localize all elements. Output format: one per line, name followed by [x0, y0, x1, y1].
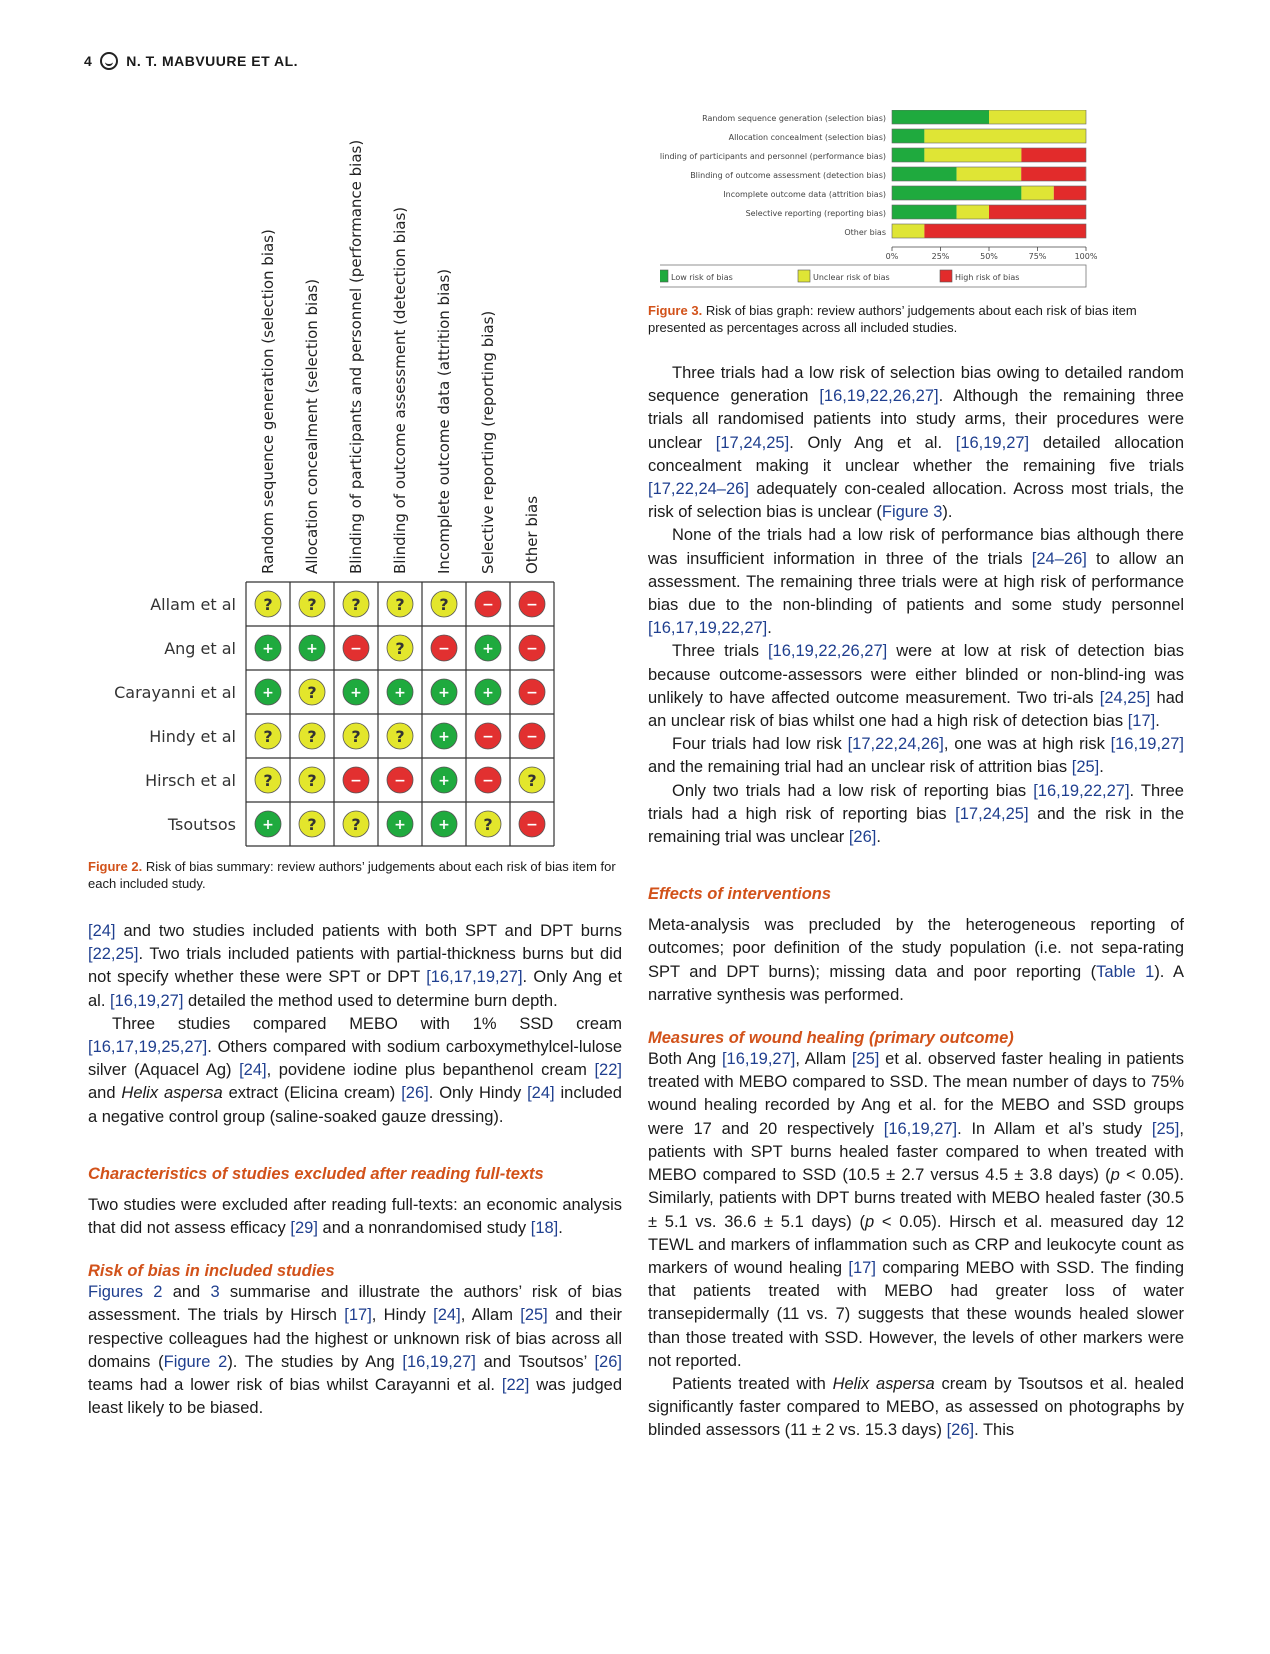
legend-swatch [940, 270, 952, 282]
bar-segment [892, 186, 1021, 200]
figure-2-risk-summary [88, 110, 628, 910]
bar-segment [1054, 186, 1086, 200]
section-heading: Characteristics of studies excluded after reading full-texts [88, 1164, 544, 1183]
figure-3-label: Figure 3. [648, 303, 703, 318]
paragraph: Three studies compared MEBO with 1% SSD cream [16,17,19,25,27]. Others compared with sodium carboxymethylcel-lulose silver (Aquacel Ag) [24], povidene iodine plus bepanthenol cream [22] and Helix aspersa extract (Elicina cream) [26]. Only Hindy [24] included a negative control group (saline-soaked gauze dressing). [88, 1014, 622, 1126]
italic-text: p [1110, 1166, 1120, 1185]
reference-link[interactable]: [16,19,27] [721, 1050, 796, 1069]
rating-symbol: + [306, 641, 318, 657]
rating-symbol: ? [439, 595, 449, 614]
figure-3-caption [648, 302, 1184, 336]
study-label: Tsoutsos [167, 815, 236, 834]
risk-bar-chart [660, 110, 1160, 310]
category-label: Random sequence generation (selection bias) [702, 114, 886, 123]
bar-segment [892, 148, 924, 162]
paragraph: Meta-analysis was precluded by the heterogeneous reporting of outcomes; poor definition of the study population (i.e. not sepa-rating SPT and DPT burns); missing data and poor reporting (Table 1). A narrative synthesis was performed. [648, 916, 1184, 1004]
paragraph: [24] and two studies included patients with both SPT and DPT burns [22,25]. Two trials included patients with partial-thickness burns but did not specify whether these were SPT or DPT [16,17,19,27]. Only Ang et al. [16,19,27] detailed the method used to determine burn depth. [88, 922, 622, 1010]
rating-symbol: ? [307, 771, 317, 790]
x-tick-label: 75% [1028, 252, 1047, 261]
reference-link[interactable]: [17,24,25] [955, 804, 1029, 823]
rating-symbol: + [394, 685, 406, 701]
rating-symbol: − [350, 641, 362, 657]
rating-symbol: − [526, 729, 538, 745]
rating-symbol: ? [351, 727, 361, 746]
bar-segment [892, 224, 924, 238]
domain-header: Random sequence generation (selection bias) [259, 229, 277, 574]
section-heading: Risk of bias in included studies [88, 1262, 335, 1281]
category-label: Selective reporting (reporting bias) [745, 209, 886, 218]
reference-link[interactable]: [26] [594, 1352, 622, 1371]
section-heading: Measures of wound healing (primary outcome) [648, 1029, 1014, 1048]
rating-symbol: ? [307, 815, 317, 834]
rating-symbol: ? [263, 771, 273, 790]
category-label: Blinding of outcome assessment (detection bias) [690, 171, 886, 180]
category-label: Incomplete outcome data (attrition bias) [723, 190, 886, 199]
reference-link[interactable]: [26] [946, 1421, 975, 1440]
study-label: Hirsch et al [145, 771, 236, 790]
x-tick-label: 25% [931, 252, 950, 261]
rating-symbol: + [482, 685, 494, 701]
figure-3-caption-text: Risk of bias graph: review authors’ judgements about each risk of bias item presented as percentages across all included studies. [648, 303, 1137, 335]
rating-symbol: + [438, 773, 450, 789]
study-label: Carayanni et al [114, 683, 236, 702]
risk-summary-grid [88, 110, 628, 910]
paragraph: Three trials had a low risk of selection bias owing to detailed random sequence generation [16,19,22,26,27]. Although the remaining three trials all randomised patients into study arms, their procedures were unclear [17,24,25]. Only Ang et al. [16,19,27] detailed allocation concealment making it unclear whether the remaining five trials [17,22,24–26] adequately con-cealed allocation. Across most trials, the risk of selection bias is unclear (Figure 3). [648, 364, 1185, 522]
rating-symbol: ? [307, 595, 317, 614]
bar-segment [892, 129, 924, 143]
reference-link[interactable]: [16,19,27] [110, 991, 184, 1010]
reference-link[interactable]: 3 [210, 1283, 220, 1302]
rating-symbol: − [482, 729, 494, 745]
reference-link[interactable]: Figure 2 [163, 1352, 228, 1371]
rating-symbol: − [526, 817, 538, 833]
reference-link[interactable]: [16,19,22,26,27] [767, 642, 888, 661]
rating-symbol: ? [351, 595, 361, 614]
figure-2-label: Figure 2. [88, 859, 143, 874]
page-header [84, 52, 298, 70]
italic-text: Helix aspersa [121, 1084, 223, 1103]
bar-segment [1021, 186, 1053, 200]
reference-link[interactable]: [22,25] [88, 945, 139, 964]
rating-symbol: + [438, 817, 450, 833]
domain-header: Other bias [523, 495, 541, 574]
paragraph: Patients treated with Helix aspersa cream by Tsoutsos et al. healed significantly faster compared to MEBO, as assessed on photographs by blinded assessors (11 ± 2 vs. 15.3 days) [26]. This [648, 1374, 1184, 1440]
figure-2-caption [88, 858, 622, 892]
paragraph: Both Ang [16,19,27], Allam [25] et al. observed faster healing in patients treated with MEBO compared to SSD. The mean number of days to 75% wound healing recorded by Ang et al. for the MEBO and SSD groups were 17 and 20 respectively [16,19,27]. In Allam et al’s study [25], patients with SPT burns healed faster compared to when treated with MEBO compared to SSD (10.5 ± 2.7 versus 4.5 ± 3.8 days) (p < 0.05). Similarly, patients with DPT burns treated with MEBO healed faster (30.5 ± 5.1 vs. 36.6 ± 5.1 days) (p < 0.05). Hirsch et al. measured day 12 TEWL and markers of inflammation such as CRP and leukocyte count as markers of wound healing [17] comparing MEBO with SSD. The finding that patients treated with MEBO had greater loss of water transepidermally (11 vs. 7) suggests that these wounds healed slower than those treated with SSD. However, the levels of other markers were not reported. [648, 1050, 1184, 1370]
legend-label: Unclear risk of bias [813, 273, 890, 282]
reference-link[interactable]: [16,19,22,26,27] [819, 387, 939, 406]
rating-symbol: ? [483, 815, 493, 834]
reference-link[interactable]: [16,19,22,27] [1033, 781, 1130, 800]
study-label: Hindy et al [149, 727, 236, 746]
bar-segment [957, 205, 989, 219]
italic-text: Helix aspersa [832, 1374, 935, 1393]
rating-symbol: ? [307, 683, 317, 702]
page-number: 4 [84, 53, 93, 69]
rating-symbol: ? [527, 771, 537, 790]
reference-link[interactable]: [17] [1127, 712, 1156, 731]
rating-symbol: + [438, 685, 450, 701]
rating-symbol: + [262, 641, 274, 657]
rating-symbol: + [262, 685, 274, 701]
bar-segment [892, 167, 957, 181]
legend-label: High risk of bias [955, 273, 1020, 282]
rating-symbol: ? [395, 639, 405, 658]
rating-symbol: ? [395, 727, 405, 746]
paragraph: Figures 2 and 3 summarise and illustrate the authors’ risk of bias assessment. The trials by Hirsch [17], Hindy [24], Allam [25] and their respective colleagues had the highest or unknown risk of bias across all domains (Figure 2). The studies by Ang [16,19,27] and Tsoutsos’ [26] teams had a lower risk of bias whilst Carayanni et al. [22] was judged least likely to be biased. [88, 1283, 623, 1418]
category-label: Allocation concealment (selection bias) [728, 133, 886, 142]
paragraph: Four trials had low risk [17,22,24,26], one was at high risk [16,19,27] and the remaining trial had an unclear risk of attrition bias [25]. [648, 735, 1184, 777]
section-heading: Effects of interventions [648, 885, 832, 904]
figure-3-risk-graph [660, 110, 1160, 310]
reference-link[interactable]: [24] [239, 1061, 267, 1080]
reference-link[interactable]: [25] [851, 1050, 880, 1069]
reference-link[interactable]: [26] [401, 1084, 429, 1103]
reference-link[interactable]: [16,17,19,27] [426, 968, 523, 987]
bar-segment [924, 129, 1086, 143]
figure-2-caption-text: Risk of bias summary: review authors’ judgements about each risk of bias item for each included study. [88, 859, 616, 891]
reference-link[interactable]: [18] [530, 1219, 559, 1238]
reference-link[interactable]: [16,19,27] [1110, 735, 1184, 754]
rating-symbol: − [526, 641, 538, 657]
reference-link[interactable]: [22] [594, 1061, 622, 1080]
bar-segment [989, 110, 1086, 124]
italic-text: p [865, 1212, 875, 1231]
rating-symbol: + [438, 729, 450, 745]
reference-link[interactable]: [25] [1151, 1119, 1180, 1138]
rating-symbol: ? [263, 595, 273, 614]
reference-link[interactable]: [24] [527, 1084, 555, 1103]
bar-segment [924, 148, 1021, 162]
journal-logo-icon [100, 52, 118, 70]
reference-link[interactable]: [16,19,27] [402, 1352, 476, 1371]
domain-header: Blinding of participants and personnel (performance bias) [347, 139, 365, 574]
legend-swatch [660, 270, 668, 282]
rating-symbol: − [482, 597, 494, 613]
reference-link[interactable]: [22] [501, 1376, 530, 1395]
rating-symbol: − [438, 641, 450, 657]
rating-symbol: ? [263, 727, 273, 746]
legend-swatch [798, 270, 810, 282]
reference-link[interactable]: [16,17,19,25,27] [88, 1038, 208, 1057]
running-authors: N. T. MABVUURE ET AL. [126, 53, 299, 69]
reference-link[interactable]: [16,19,27] [883, 1119, 958, 1138]
rating-symbol: − [482, 773, 494, 789]
reference-link[interactable]: [17] [848, 1258, 876, 1277]
domain-header: Selective reporting (reporting bias) [479, 310, 497, 574]
reference-link[interactable]: [25] [1071, 758, 1100, 777]
reference-link[interactable]: [26] [848, 828, 877, 847]
bar-segment [989, 205, 1086, 219]
rating-symbol: − [394, 773, 406, 789]
rating-symbol: ? [307, 727, 317, 746]
legend-label: Low risk of bias [671, 273, 733, 282]
rating-symbol: + [482, 641, 494, 657]
rating-symbol: − [350, 773, 362, 789]
reference-link[interactable]: [29] [290, 1219, 318, 1238]
reference-link[interactable]: [16,17,19,22,27] [648, 619, 768, 638]
domain-header: Allocation concealment (selection bias) [303, 278, 321, 574]
category-label: Other bias [844, 228, 886, 237]
category-label: Blinding of participants and personnel (performance bias) [660, 152, 886, 161]
bar-segment [892, 205, 957, 219]
reference-link[interactable]: [17,22,24–26] [648, 480, 749, 499]
rating-symbol: ? [351, 815, 361, 834]
domain-header: Blinding of outcome assessment (detection bias) [391, 206, 409, 574]
study-label: Allam et al [150, 595, 236, 614]
right-column [648, 362, 1184, 1443]
rating-symbol: + [262, 817, 274, 833]
reference-link[interactable]: [25] [520, 1306, 548, 1325]
bar-segment [1021, 167, 1086, 181]
study-label: Ang et al [164, 639, 236, 658]
rating-symbol: − [526, 597, 538, 613]
bar-segment [924, 224, 1086, 238]
reference-link[interactable]: [24] [433, 1306, 461, 1325]
paragraph: Only two trials had a low risk of reporting bias [16,19,22,27]. Three trials had a high risk of reporting bias [17,24,25] and the risk in the remaining trial was unclear [26]. [648, 781, 1184, 847]
bar-segment [957, 167, 1022, 181]
bar-segment [1021, 148, 1086, 162]
left-column [88, 920, 622, 1420]
reference-link[interactable]: Figures 2 [88, 1283, 163, 1302]
reference-link[interactable]: [24] [88, 922, 116, 940]
reference-link[interactable]: Table 1 [1096, 962, 1155, 981]
x-tick-label: 50% [980, 252, 998, 261]
reference-link[interactable]: [24–26] [1031, 549, 1087, 568]
paragraph: Two studies were excluded after reading full-texts: an economic analysis that did not assess efficacy [29] and a nonrandomised study [18]. [88, 1195, 622, 1238]
paragraph: None of the trials had a low risk of performance bias although there was insufficient information in three of the trials [24–26] to allow an assessment. The remaining three trials were at high risk of performance bias due to the non-blinding of patients and some study personnel [16,17,19,22,27]. [648, 526, 1184, 638]
paragraph: Three trials [16,19,22,26,27] were at low at risk of detection bias because outcome-assessors were either blinded or non-blind-ing was unlikely to have affected outcome measurement. Two tri-als [24,25] had an unclear risk of bias whilst one had a high risk of detection bias [17]. [648, 642, 1185, 731]
rating-symbol: + [394, 817, 406, 833]
reference-link[interactable]: Figure 3 [881, 503, 943, 522]
reference-link[interactable]: [16,19,27] [955, 433, 1030, 452]
x-tick-label: 100% [1074, 252, 1098, 261]
reference-link[interactable]: [24,25] [1099, 688, 1151, 707]
bar-segment [892, 110, 989, 124]
rating-symbol: + [350, 685, 362, 701]
reference-link[interactable]: [17,22,24,26] [847, 735, 944, 754]
rating-symbol: − [526, 685, 538, 701]
domain-header: Incomplete outcome data (attrition bias) [435, 268, 453, 574]
rating-symbol: ? [395, 595, 405, 614]
x-tick-label: 0% [885, 252, 899, 261]
reference-link[interactable]: [17] [344, 1306, 372, 1325]
reference-link[interactable]: [17,24,25] [715, 433, 790, 452]
